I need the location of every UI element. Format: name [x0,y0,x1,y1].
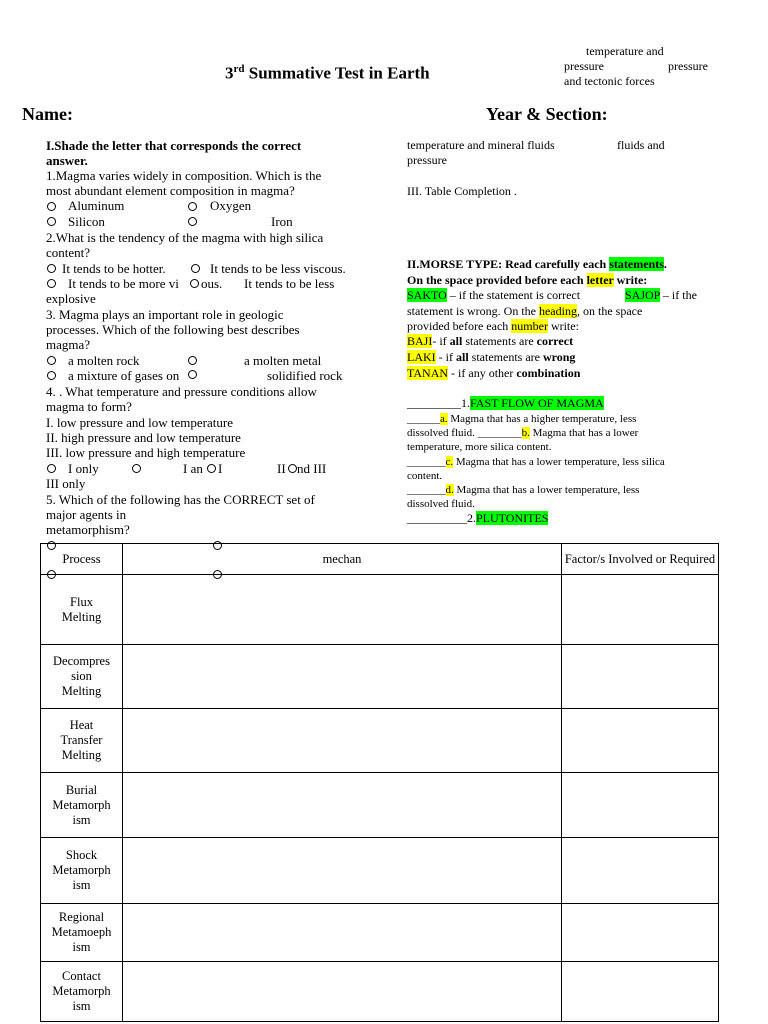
option-circle[interactable] [47,356,56,365]
table-row [41,904,719,962]
factors-cell[interactable] [562,773,719,838]
process-cell: Burial Metamorph ism [41,773,123,838]
mechanism-cell[interactable] [123,904,562,962]
option-circle[interactable] [47,202,56,211]
page-title: 3rd Summative Test in Earth [225,63,430,83]
table-header-row [41,544,719,575]
option-circle[interactable] [47,217,56,226]
table-completion [40,543,719,1022]
header-mechanism: mechan [123,544,562,575]
option-circle[interactable] [47,371,56,380]
option-circle[interactable] [132,464,141,473]
option-circle[interactable] [190,279,199,288]
top-right-note: temperature and pressure pressure and tectonic forces [564,44,708,88]
mechanism-cell[interactable] [123,575,562,645]
option-circle[interactable] [207,464,216,473]
option-circle[interactable] [188,370,197,379]
header-factors: Factor/s Involved or Required [562,544,719,575]
mechanism-cell[interactable] [123,773,562,838]
mechanism-cell[interactable] [123,962,562,1022]
name-label: Name: [22,104,73,124]
option-circle[interactable] [188,356,197,365]
item-2: __________2.PLUTONITES [407,511,549,525]
option-circle[interactable] [188,217,197,226]
factors-cell[interactable] [562,575,719,645]
table-row [41,709,719,773]
option-circle[interactable] [213,570,222,579]
process-cell: Heat Transfer Melting [41,709,123,773]
process-cell: Regional Metamoeph ism [41,904,123,962]
process-cell: Contact Metamorph ism [41,962,123,1022]
option-circle[interactable] [47,464,56,473]
option-circle[interactable] [47,570,56,579]
factors-cell[interactable] [562,709,719,773]
option-circle[interactable] [47,279,56,288]
item-1: _________1.FAST FLOW OF MAGMA [407,396,604,410]
factors-cell[interactable] [562,904,719,962]
option-circle[interactable] [47,264,56,273]
factors-cell[interactable] [562,645,719,709]
table-row [41,962,719,1022]
header-process: Process [41,544,123,575]
mechanism-cell[interactable] [123,838,562,904]
factors-cell[interactable] [562,962,719,1022]
factors-cell[interactable] [562,838,719,904]
year-section-label: Year & Section: [486,104,608,124]
table-row [41,575,719,645]
process-cell: Shock Metamorph ism [41,838,123,904]
option-circle[interactable] [288,464,297,473]
table-row [41,773,719,838]
process-cell: Decompres sion Melting [41,645,123,709]
table-row [41,645,719,709]
option-circle[interactable] [188,202,197,211]
mechanism-cell[interactable] [123,645,562,709]
option-circle[interactable] [191,264,200,273]
part3-heading: III. Table Completion . [407,184,517,198]
table-row [41,838,719,904]
mechanism-cell[interactable] [123,709,562,773]
process-cell: Flux Melting [41,575,123,645]
